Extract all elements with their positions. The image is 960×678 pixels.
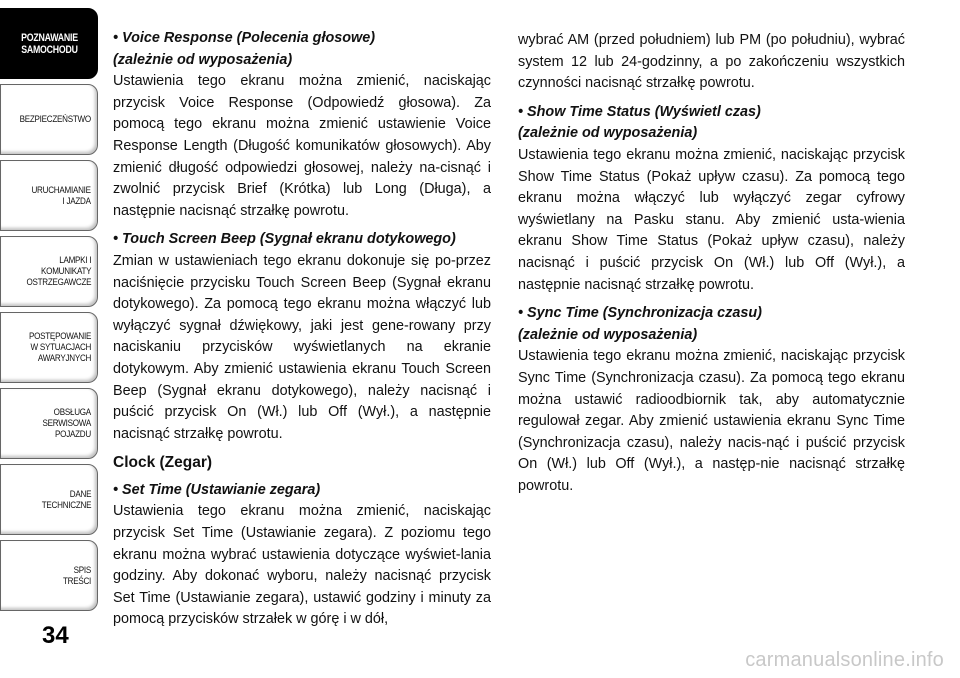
show-time-status-availability: (zależnie od wyposażenia) (518, 125, 698, 142)
tab-label: BEZPIECZEŃSTWO (19, 114, 91, 125)
sync-time-availability: (zależnie od wyposażenia) (518, 326, 698, 343)
tab-label: SPIS TREŚCI (62, 564, 91, 587)
tab-uruchamianie-i-jazda[interactable] (0, 160, 98, 231)
set-time-item (113, 480, 491, 631)
voice-response-availability: (zależnie od wyposażenia) (113, 51, 293, 68)
tab-spis-tresci[interactable] (0, 540, 98, 611)
sync-time-body: Ustawienia tego ekranu można zmienić, naciskając przycisk Sync Time (Synchronizacja czasu). Za pomocą tego ekranu można ustawić radioodbiornik tak, aby automatycznie regulował zegar. Aby zmienić ustawienia ekranu Sync Time (Synchronizacja czasu), należy nacis-nąć i puścić przycisk On (Wł.) lub Off (Wył.), a następ-nie nacisnąć strzałkę powrotu. (518, 348, 905, 494)
sync-time-title (518, 303, 905, 325)
page-number: 34 (42, 622, 69, 649)
bullet: • (113, 231, 119, 248)
tab-label: POZNAWANIE SAMOCHODU (20, 31, 78, 56)
set-time-continuation: wybrać AM (przed południem) lub PM (po południu), wybrać system 12 lub 24-godzinny, a po zakończeniu wszystkich czynności nacisnąć strzałkę powrotu. (518, 32, 905, 92)
show-time-status-item (518, 102, 905, 296)
left-column (113, 28, 491, 638)
watermark: carmanualsonline.info (745, 649, 944, 671)
tab-label: DANE TECHNICZNE (41, 488, 91, 511)
bullet: • (113, 30, 119, 46)
tab-dane-techniczne[interactable] (0, 464, 98, 535)
touch-screen-beep-title-text: Touch Screen Beep (Sygnał ekranu dotykowego) (122, 231, 456, 248)
sync-time-title-text: Sync Time (Synchronizacja czasu) (527, 305, 762, 322)
tab-bezpieczenstwo[interactable] (0, 84, 98, 155)
sync-time-item (518, 303, 905, 497)
tab-obsluga-serwisowa[interactable] (0, 388, 98, 459)
bullet: • (113, 481, 119, 498)
tab-label: POSTĘPOWANIE W SYTUACJACH AWARYJNYCH (28, 331, 91, 364)
clock-section-heading: Clock (Zegar) (113, 454, 213, 472)
tab-label: OBSŁUGA SERWISOWA POJAZDU (42, 407, 91, 440)
touch-screen-beep-title (113, 229, 491, 251)
bullet: • (518, 305, 524, 322)
bullet: • (518, 103, 524, 120)
touch-screen-beep-item (113, 229, 491, 445)
show-time-status-body: Ustawienia tego ekranu można zmienić, naciskając przycisk Show Time Status (Pokaż upływ czasu). Za pomocą tego ekranu można włączyć lub wyłączyć zegar cyfrowy wyświetlany na Pasku stanu. Aby zmienić usta-wienia ekranu Show Time Status (Pokaż upływ czasu), należy nacisnąć i puścić przycisk On (Wł.) lub Off (Wył.), a następnie nacisnąć strzałkę powrotu. (518, 146, 905, 293)
show-time-status-title (518, 102, 905, 124)
set-time-title (113, 480, 491, 502)
tab-poznawanie-samochodu[interactable] (0, 8, 98, 79)
voice-response-body: Ustawienia tego ekranu można zmienić, naciskając przycisk Voice Response (Odpowiedź głosowa). Za pomocą tego ekranu można zmienić ustawienie Voice Response Length (Długość komunikatów głosowych). Aby zmienić długość odpowiedzi głosowej, należy na-cisnąć i zwolnić przycisk Brief (Krótka) lub Long (Długa), a następnie nacisnąć strzałkę powrotu. (113, 73, 491, 219)
tab-label: URUCHAMIANIE I JAZDA (31, 184, 91, 207)
show-time-status-title-text: Show Time Status (Wyświetl czas) (527, 103, 761, 120)
tab-lampki-i-komunikaty[interactable] (0, 236, 98, 307)
touch-screen-beep-body: Zmian w ustawieniach tego ekranu dokonuje się po-przez naciśnięcie przycisku Touch Screen Beep (Sygnał ekranu dotykowego). Za pomocą tego ekranu można włączyć lub wyłączyć sygnał dźwiękowy, jaki jest gene-rowany przy naciskaniu przycisków wyświetlanych na ekranie dotykowym. Aby zmienić ustawienia ekranu Touch Screen Beep (Sygnał ekranu dotykowego), należy nacisnąć i puścić przycisk On (Wł.) lub Off (Wył.), a następnie nacisnąć strzałkę powrotu. (113, 252, 491, 442)
right-column (518, 30, 905, 504)
voice-response-title-text: Voice Response (Polecenia głosowe) (122, 30, 376, 46)
voice-response-item (113, 28, 491, 222)
voice-response-title (113, 28, 491, 50)
tab-postepowanie-awaryjne[interactable] (0, 312, 98, 383)
chapter-tabs (0, 0, 100, 620)
tab-label: LAMPKI I KOMUNIKATY OSTRZEGAWCZE (26, 255, 91, 288)
set-time-title-text: Set Time (Ustawianie zegara) (122, 481, 321, 498)
set-time-body: Ustawienia tego ekranu można zmienić, naciskając przycisk Set Time (Ustawianie zegara). Z poziomu tego ekranu można wybrać ustawienia dotyczące wyświet-lania godziny. Aby dokonać wyboru, należy nacisnąć przycisk Set Time (Ustawianie zegara), ustawić godziny i minuty za pomocą przycisków strzałek w górę i w dół, (113, 503, 491, 628)
